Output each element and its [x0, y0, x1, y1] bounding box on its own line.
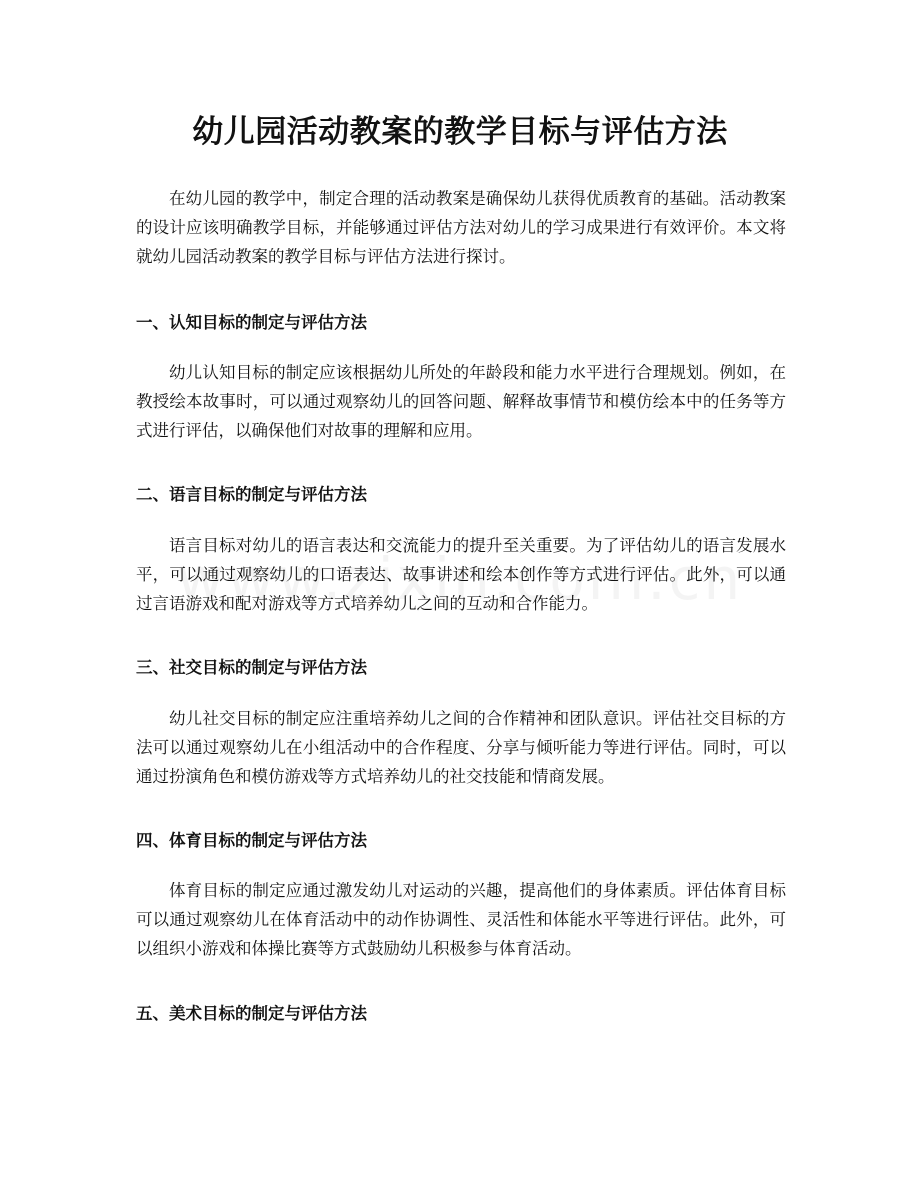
section-heading-cognitive: 一、认知目标的制定与评估方法: [136, 313, 367, 332]
intro-paragraph: 在幼儿园的教学中，制定合理的活动教案是确保幼儿获得优质教育的基础。活动教案的设计应该明确教学目标，并能够通过评估方法对幼儿的学习成果进行有效评价。本文将就幼儿园活动教案的教学目标与评估方法进行探讨。: [136, 189, 786, 266]
section-body-cognitive: 幼儿认知目标的制定应该根据幼儿所处的年龄段和能力水平进行合理规划。例如，在教授绘本故事时，可以通过观察幼儿的回答问题、解释故事情节和模仿绘本中的任务等方式进行评估，以确保他们对故事的理解和应用。: [136, 363, 786, 440]
section-heading-language: 二、语言目标的制定与评估方法: [136, 485, 367, 504]
section-body-social: 幼儿社交目标的制定应注重培养幼儿之间的合作精神和团队意识。评估社交目标的方法可以通过观察幼儿在小组活动中的合作程度、分享与倾听能力等进行评估。同时，可以通过扮演角色和模仿游戏等方式培养幼儿的社交技能和情商发展。: [136, 709, 786, 786]
section-body-language: 语言目标对幼儿的语言表达和交流能力的提升至关重要。为了评估幼儿的语言发展水平，可以通过观察幼儿的口语表达、故事讲述和绘本创作等方式进行评估。此外，可以通过言语游戏和配对游戏等方式培养幼儿之间的互动和合作能力。: [136, 536, 786, 613]
section-heading-social: 三、社交目标的制定与评估方法: [136, 658, 367, 677]
section-heading-physical: 四、体育目标的制定与评估方法: [136, 831, 367, 850]
section-heading-art: 五、美术目标的制定与评估方法: [136, 1004, 367, 1023]
document-title: 幼儿园活动教案的教学目标与评估方法: [192, 114, 728, 150]
section-body-physical: 体育目标的制定应通过激发幼儿对运动的兴趣，提高他们的身体素质。评估体育目标可以通过观察幼儿在体育活动中的动作协调性、灵活性和体能水平等进行评估。此外，可以组织小游戏和体操比赛等方式鼓励幼儿积极参与体育活动。: [136, 881, 786, 958]
